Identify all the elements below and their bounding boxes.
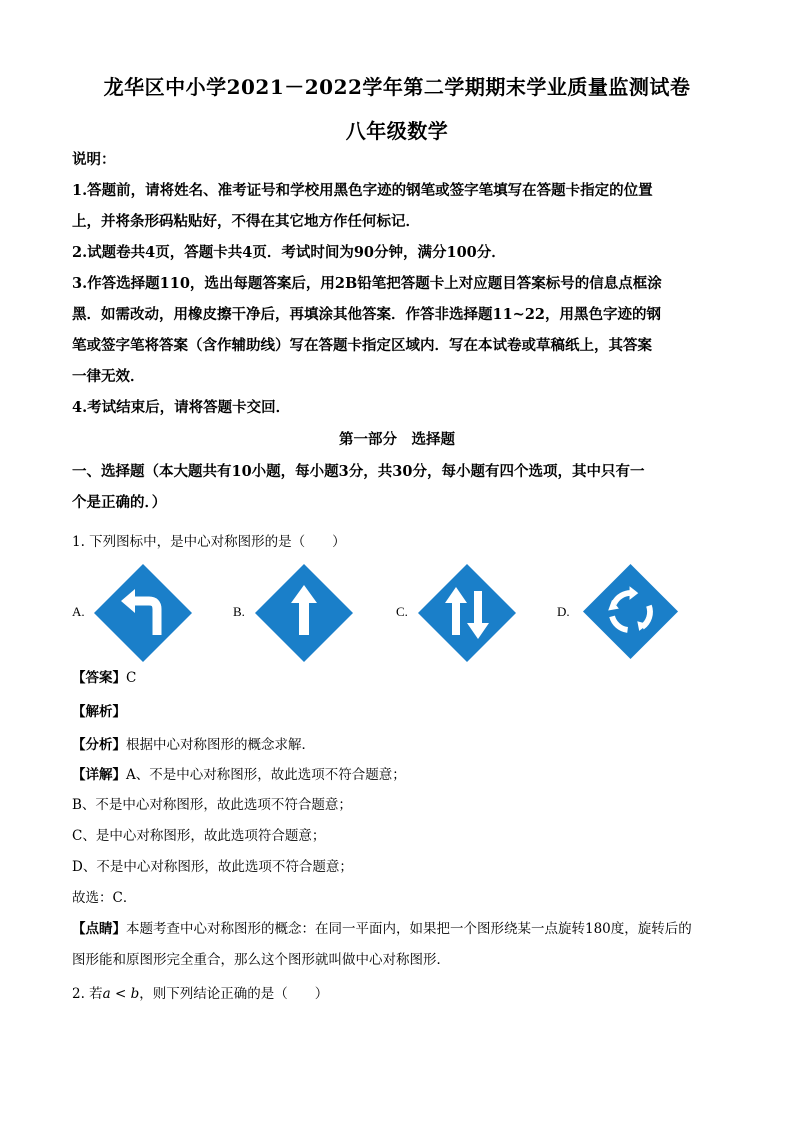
instruction-line-1: 1.答题前，请将姓名、准考证号和学校用黑色字迹的钢笔或签字笔填写在答题卡指定的位置	[72, 182, 653, 199]
q2-stem-math: a < b	[102, 986, 140, 1002]
turn-left-arrow-icon	[93, 563, 193, 663]
fenxi-line	[72, 735, 727, 755]
instructions-heading: 说明：	[72, 151, 116, 168]
section-heading-line-2: 个是正确的．）	[72, 494, 167, 511]
instruction-line-2: 上，并将条形码粘贴好，不得在其它地方作任何标记．	[72, 213, 420, 230]
option-d-label: D.	[557, 604, 570, 619]
up-arrow-icon	[254, 563, 354, 663]
dianjing-text-1: 本题考查中心对称图形的概念：在同一平面内，如果把一个图形绕某一点旋转180度，旋转后的	[126, 921, 692, 937]
instruction-line-4: 3.作答选择题110，选出每题答案后，用2B铅笔把答题卡上对应题目答案标号的信息点框涂	[72, 275, 662, 292]
option-b-label: B.	[233, 604, 245, 619]
xiangjie-line	[72, 765, 727, 785]
instruction-line-5: 黑．如需改动，用橡皮擦干净后，再填涂其他答案．作答非选择题11~22，用黑色字迹的钢	[72, 306, 662, 323]
instruction-line-8: 4.考试结束后，请将答题卡交回．	[72, 399, 291, 416]
dianjing-tag: 【点睛】	[72, 921, 126, 937]
xiangjie-c: C、是中心对称图形，故此选项符合题意；	[72, 828, 326, 844]
roundabout-icon	[582, 563, 679, 660]
instruction-line-6: 笔或签字笔将答案（含作辅助线）写在答题卡指定区域内．写在本试卷或草稿纸上，其答案	[72, 337, 652, 354]
analysis-tag: 【解析】	[72, 704, 126, 720]
fenxi-text: 根据中心对称图形的概念求解．	[126, 737, 315, 753]
q2-stem-pre: 2. 若	[72, 986, 103, 1002]
instruction-line-3: 2.试题卷共4页，答题卡共4页．考试时间为90分钟，满分100分．	[72, 244, 506, 261]
fenxi-tag: 【分析】	[72, 737, 126, 753]
exam-subtitle: 八年级数学	[345, 119, 449, 143]
question-2-stem	[72, 984, 727, 1004]
choice-line: 故选：C．	[72, 890, 137, 906]
option-a-label: A.	[72, 604, 85, 619]
xiangjie-b: B、不是中心对称图形，故此选项不符合题意；	[72, 797, 352, 813]
xiangjie-d: D、不是中心对称图形，故此选项不符合题意；	[72, 859, 353, 875]
part-title: 第一部分 选择题	[339, 431, 455, 448]
option-c-label: C.	[396, 604, 408, 619]
instruction-line-7: 一律无效．	[72, 368, 145, 385]
q2-stem-post: ，则下列结论正确的是（ ）	[139, 986, 329, 1002]
two-way-arrows-icon	[417, 563, 517, 663]
dianjing-line-2: 图形能和原图形完全重合，那么这个图形就叫做中心对称图形．	[72, 952, 450, 968]
section-heading-line-1: 一、选择题（本大题共有10小题，每小题3分，共30分，每小题有四个选项，其中只有一	[72, 463, 645, 480]
answer-line	[72, 668, 727, 688]
answer-value: C	[126, 670, 137, 686]
answer-tag: 【答案】	[72, 670, 126, 686]
exam-title: 龙华区中小学2021－2022学年第二学期期末学业质量监测试卷	[103, 75, 691, 99]
xiangjie-a: A、不是中心对称图形，故此选项不符合题意；	[126, 767, 406, 783]
dianjing-line-1	[72, 919, 727, 939]
xiangjie-tag: 【详解】	[72, 767, 126, 783]
question-1-stem: 1. 下列图标中，是中心对称图形的是（ ）	[72, 534, 346, 550]
